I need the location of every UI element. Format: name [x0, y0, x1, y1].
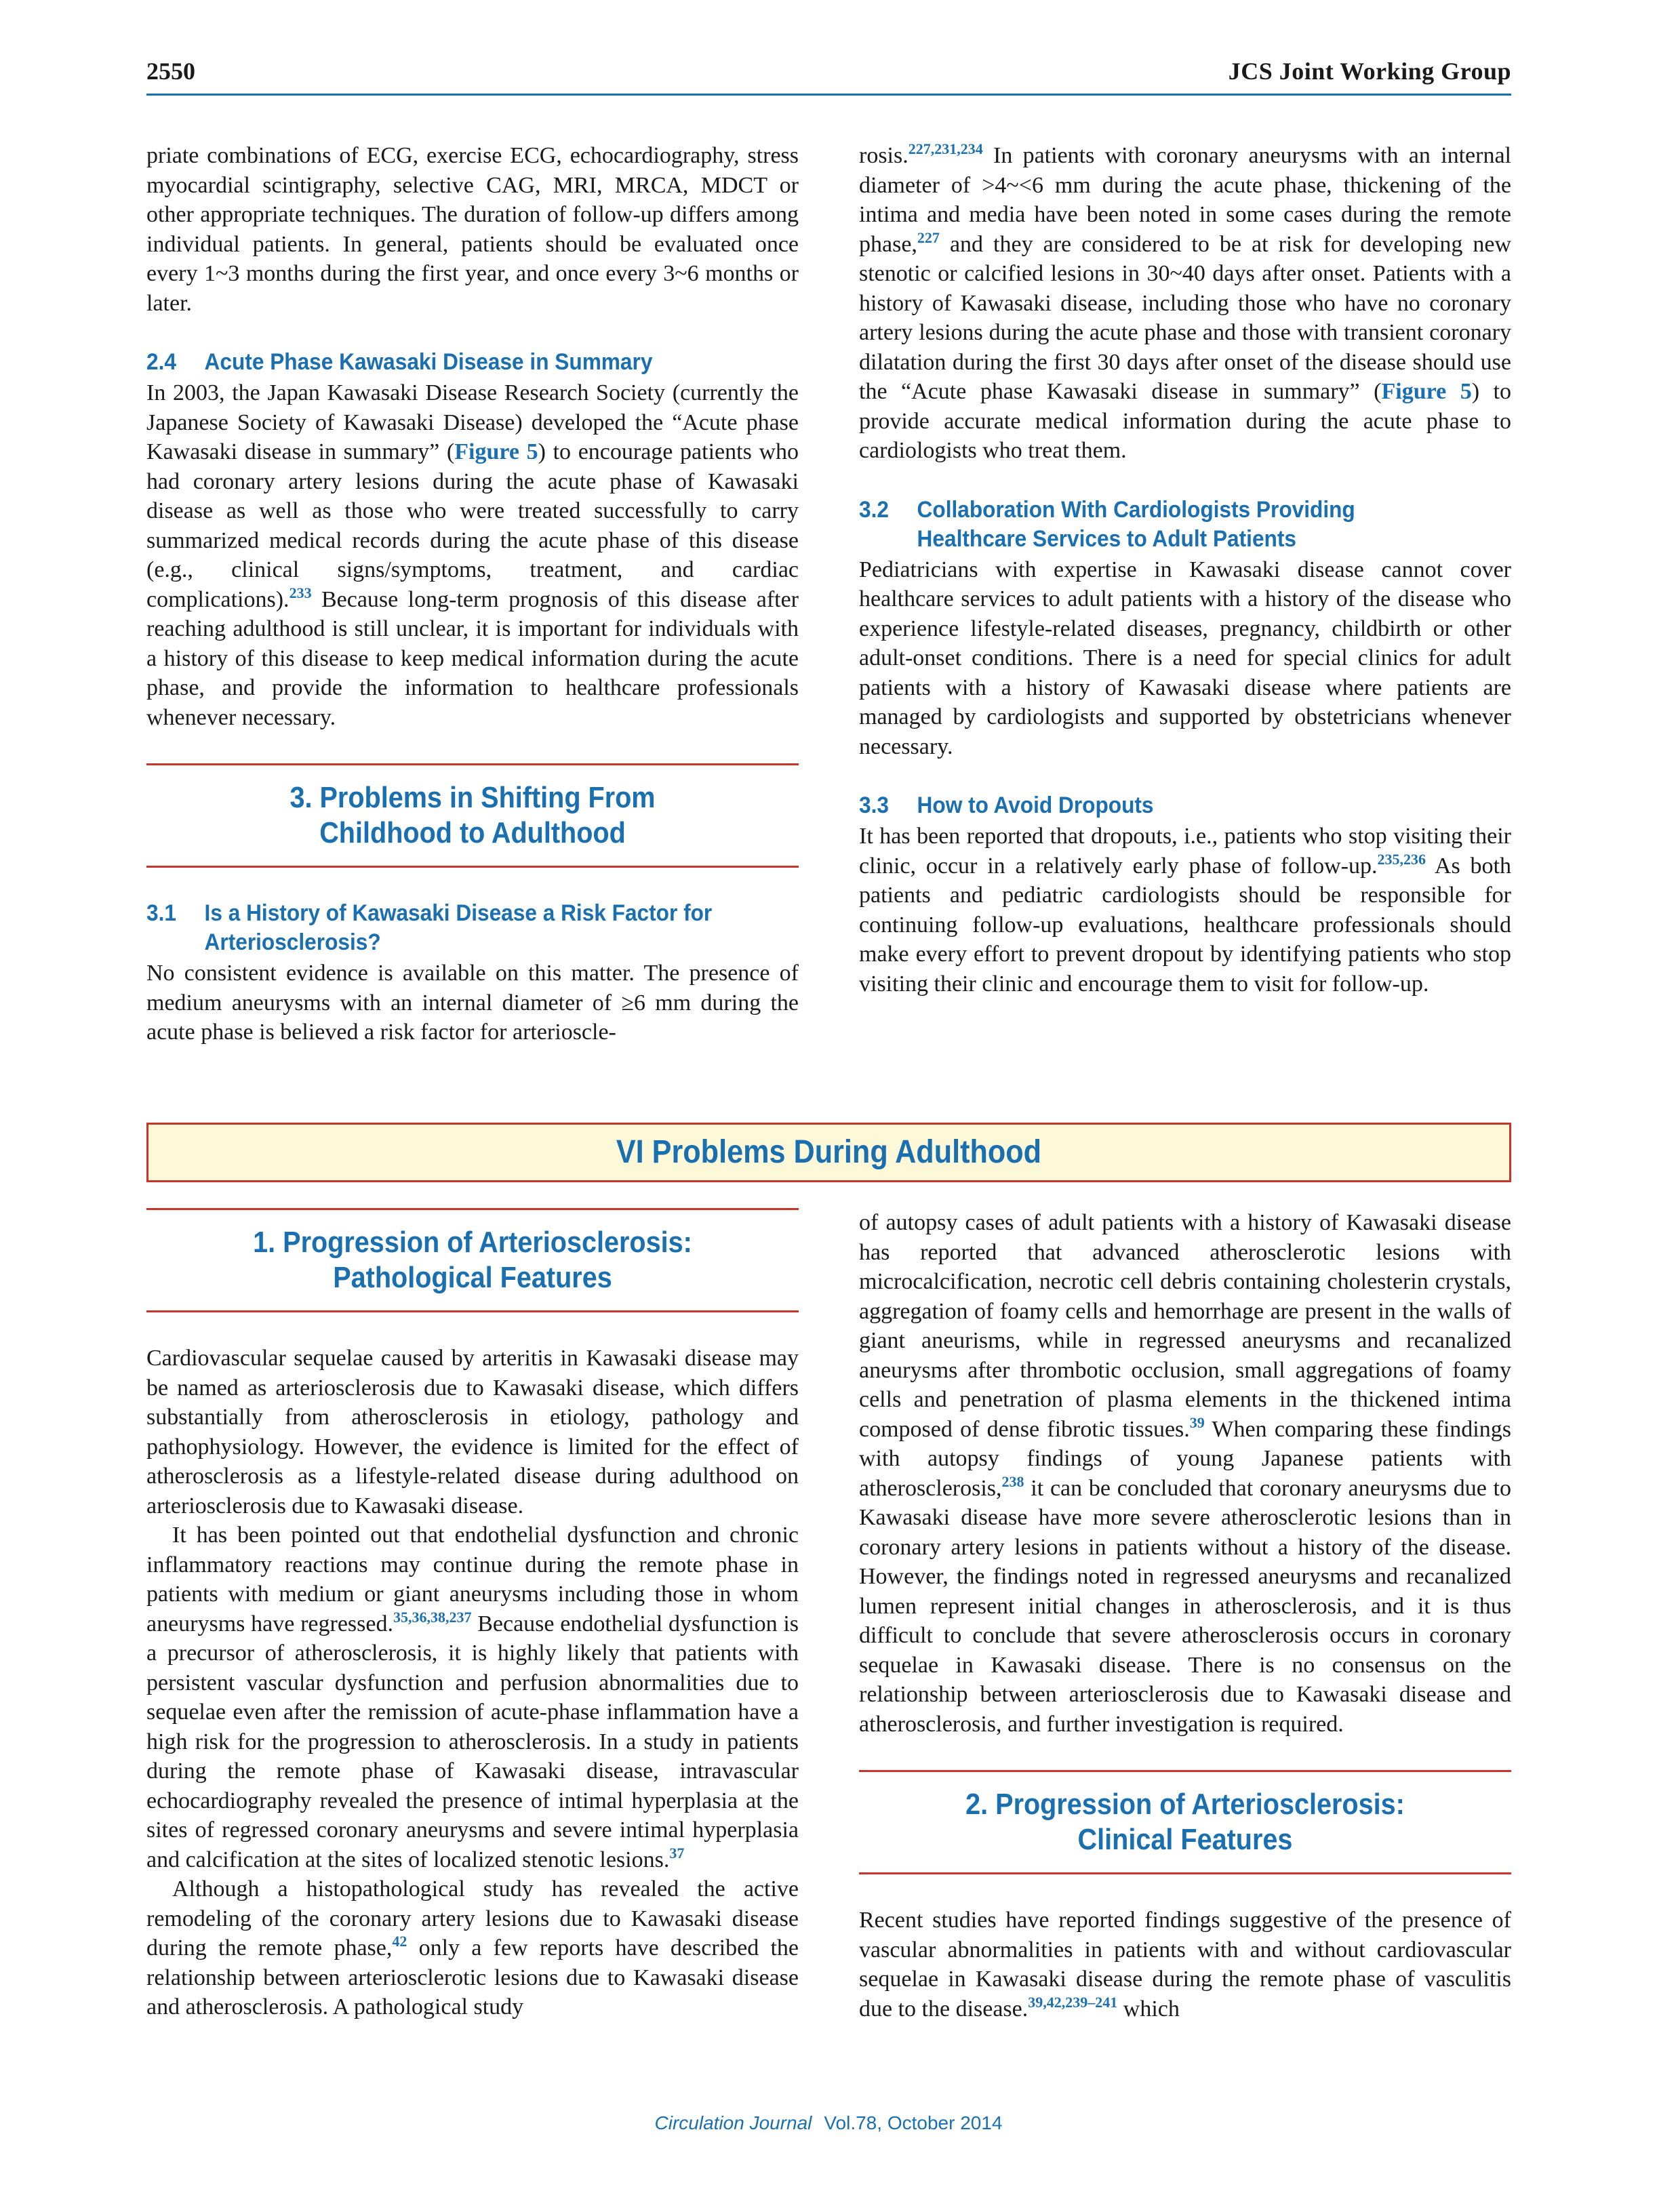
section-title-line: Childhood to Adulthood	[319, 816, 626, 849]
text-run: It has been pointed out that endothelial dysfunction and chronic inflammatory reactions may continue during the remote phase in patients with medium or giant aneurysms including those in whom aneurysms have regressed.	[146, 1523, 799, 1636]
text-run: and they are considered to be at risk for developing new stenotic or calcified lesions in 30~40 days after onset. Patients with a history of Kawasaki disease, including those who have no coronary artery lesions during the acute phase and those with transient coronary dilatation during the first 30 days after onset of the disease should use the “Acute phase Kawasaki disease in summary” (	[859, 231, 1511, 404]
page-number: 2550	[146, 58, 195, 85]
text-run: Because endothelial dysfunction is a precursor of atherosclerosis, it is highly likely that patients with persistent vascular dysfunction and perfusion abnormalities due to sequelae even after the remission of acute-phase inflammation have a high risk for the progression to atherosclerosis. In a study in patients during the remote phase of Kawasaki disease, intravascular echocardiography revealed the presence of intimal hyperplasia at the sites of regressed coronary aneurysms and severe intimal hyperplasia and calcification at the sites of localized stenotic lesions.	[146, 1611, 799, 1872]
section-title-line: Clinical Features	[1077, 1823, 1293, 1856]
text-run: only a few reports have described the relationship between arteriosclerotic lesions due to Kawasaki disease and atherosclerosis. A pathological study	[146, 1935, 799, 2019]
subsection-heading-3-1	[146, 899, 753, 957]
page-footer	[0, 2112, 1657, 2134]
subsection-title: How to Avoid Dropouts	[917, 792, 1154, 818]
subsection-title: Collaboration With Cardiologists Providing Healthcare Services to Adult Patients	[917, 496, 1355, 552]
text-run: Recent studies have reported findings suggestive of the presence of vascular abnormalities in patients with and without cardiovascular sequelae in Kawasaki disease during the remote phase of vasculitis due to the disease.	[859, 1908, 1511, 2022]
subsection-heading-3-3	[859, 791, 1466, 820]
paragraph: Cardiovascular sequelae caused by arteritis in Kawasaki disease may be named as arteriosclerosis due to Kawasaki disease, which differs substantially from atherosclerosis in etiology, pathology and pathophysiology. However, the evidence is limited for the effect of atherosclerosis as a lifestyle-related disease during adulthood on arteriosclerosis due to Kawasaki disease.	[146, 1346, 799, 1519]
text-run: of autopsy cases of adult patients with a history of Kawasaki disease has reported that advanced atherosclerotic lesions with microcalcification, necrotic cell debris containing cholesterin crystals, aggregation of foamy cells and hemorrhage are present in the walls of giant aneurisms, while in regressed aneurysms and recanalized aneurysms after thrombotic occlusion, small aggregations of foamy cells and penetration of plasma elements in the thickened intima composed of dense fibrotic tissues.	[859, 1210, 1511, 1442]
citation-link[interactable]: 42	[392, 1933, 407, 1950]
paragraph	[146, 378, 799, 732]
top-left-column	[146, 141, 799, 1047]
citation-link[interactable]: 235,236	[1377, 850, 1426, 868]
paragraph	[859, 1906, 1511, 2024]
section-heading-1	[146, 1208, 799, 1312]
subsection-number: 2.4	[146, 349, 176, 375]
paragraph: No consistent evidence is available on this matter. The presence of medium aneurysms with an internal diameter of ≥6 mm during the acute phase is believed a risk factor for arterioscle-	[146, 961, 799, 1045]
text-run: In patients with coronary aneurysms with an internal diameter of >4~<6 mm during the acute phase, thickening of the intima and media have been noted in some cases during the remote phase,	[859, 143, 1511, 257]
paragraph	[859, 1208, 1511, 1739]
subsection-title: Is a History of Kawasaki Disease a Risk Factor for Arteriosclerosis?	[204, 900, 713, 955]
text-run: rosis.	[859, 143, 909, 168]
bottom-left-column	[146, 1208, 799, 2022]
bottom-right-column	[859, 1208, 1511, 2024]
citation-link[interactable]: 37	[669, 1844, 685, 1862]
section-title-line: 3. Problems in Shifting From	[290, 781, 656, 814]
citation-link[interactable]: 39	[1189, 1413, 1205, 1431]
text-run: it can be concluded that coronary aneurysms due to Kawasaki disease have more severe atherosclerotic lesions than in coronary artery lesions in patients without a history of the disease. However, the findings noted in regressed aneurysms and recanalized lumen represent initial changes in atherosclerosis, and it is thus difficult to conclude that severe atherosclerosis occurs in coronary sequelae in Kawasaki disease. There is no consensus on the relationship between arteriosclerosis due to Kawasaki disease and atherosclerosis, and further investigation is required.	[859, 1475, 1511, 1737]
paragraph	[859, 141, 1511, 466]
text-run: ) to provide accurate medical information during the acute phase to cardiologists who treat them.	[859, 379, 1511, 463]
part-title: VI Problems During Adulthood	[616, 1134, 1042, 1170]
text-run: When comparing these findings with autopsy findings of young Japanese patients with atherosclerosis,	[859, 1416, 1511, 1501]
running-head: JCS Joint Working Group	[1228, 58, 1511, 85]
text-run: ) to encourage patients who had coronary artery lesions during the acute phase of Kawasaki disease as well as those who were treated successfully to carry summarized medical records during the acute phase of this disease (e.g., clinical signs/symptoms, treatment, and cardiac complications).	[146, 439, 799, 612]
section-title-line: Pathological Features	[333, 1261, 612, 1294]
page-header	[146, 54, 1511, 96]
section-title-line: 2. Progression of Arteriosclerosis:	[965, 1788, 1405, 1821]
subsection-number: 3.3	[859, 792, 889, 818]
citation-link[interactable]: 238	[1001, 1472, 1024, 1490]
journal-issue: Vol.78, October 2014	[824, 2112, 1003, 2133]
citation-link[interactable]: 39,42,239–241	[1028, 1993, 1118, 2011]
subsection-number: 3.2	[859, 496, 889, 523]
figure-link[interactable]: Figure 5	[1381, 379, 1472, 404]
text-run: As both patients and pediatric cardiologists should be responsible for continuing follow-up evaluations, healthcare professionals should make every effort to prevent dropout by identifying patients who stop visiting their clinic and encourage them to visit for follow-up.	[859, 853, 1512, 997]
text-run: Because long-term prognosis of this disease after reaching adulthood is still unclear, it is important for individuals with a history of this disease to keep medical information during the acute phase, and provide the information to healthcare professionals whenever necessary.	[146, 586, 799, 730]
citation-link[interactable]: 227	[917, 228, 940, 246]
paragraph	[146, 1874, 799, 2022]
paragraph: Pediatricians with expertise in Kawasaki disease cannot cover healthcare services to adult patients with a history of the disease who experience lifestyle-related diseases, pregnancy, childbirth or other adult-onset conditions. There is a need for special clinics for adult patients with a history of Kawasaki disease where patients are managed by cardiologists and supported by obstetricians whenever necessary.	[859, 557, 1511, 759]
citation-link[interactable]: 233	[289, 584, 312, 601]
section-title-line: 1. Progression of Arteriosclerosis:	[253, 1226, 692, 1259]
text-run: In 2003, the Japan Kawasaki Disease Research Society (currently the Japanese Society of Kawasaki Disease) developed the “Acute phase Kawasaki disease in summary” (	[146, 380, 799, 464]
subsection-heading-2-4	[146, 348, 753, 377]
paragraph	[146, 1521, 799, 1874]
figure-link[interactable]: Figure 5	[454, 439, 538, 464]
subsection-number: 3.1	[146, 900, 176, 926]
text-run: Although a histopathological study has revealed the active remodeling of the coronary artery lesions due to Kawasaki disease during the remote phase,	[146, 1876, 799, 1960]
citation-link[interactable]: 35,36,38,237	[393, 1608, 472, 1626]
section-heading-2	[859, 1770, 1511, 1874]
top-right-column	[859, 141, 1511, 999]
section-heading-3	[146, 763, 799, 868]
subsection-heading-3-2	[859, 496, 1466, 554]
paragraph: priate combinations of ECG, exercise ECG, echocardiography, stress myocardial scintigraphy, selective CAG, MRI, MRCA, MDCT or other appropriate techniques. The duration of follow-up differs among individual patients. In general, patients should be evaluated once every 1~3 months during the first year, and once every 3~6 months or later.	[146, 143, 799, 316]
text-run: which	[1117, 1996, 1180, 2022]
subsection-title: Acute Phase Kawasaki Disease in Summary	[204, 349, 653, 375]
part-banner	[146, 1123, 1511, 1182]
citation-link[interactable]: 227,231,234	[908, 140, 983, 157]
paragraph	[859, 822, 1511, 999]
text-run: It has been reported that dropouts, i.e., patients who stop visiting their clinic, occur in a relatively early phase of follow-up.	[859, 824, 1511, 879]
journal-name: Circulation Journal	[654, 2112, 812, 2133]
